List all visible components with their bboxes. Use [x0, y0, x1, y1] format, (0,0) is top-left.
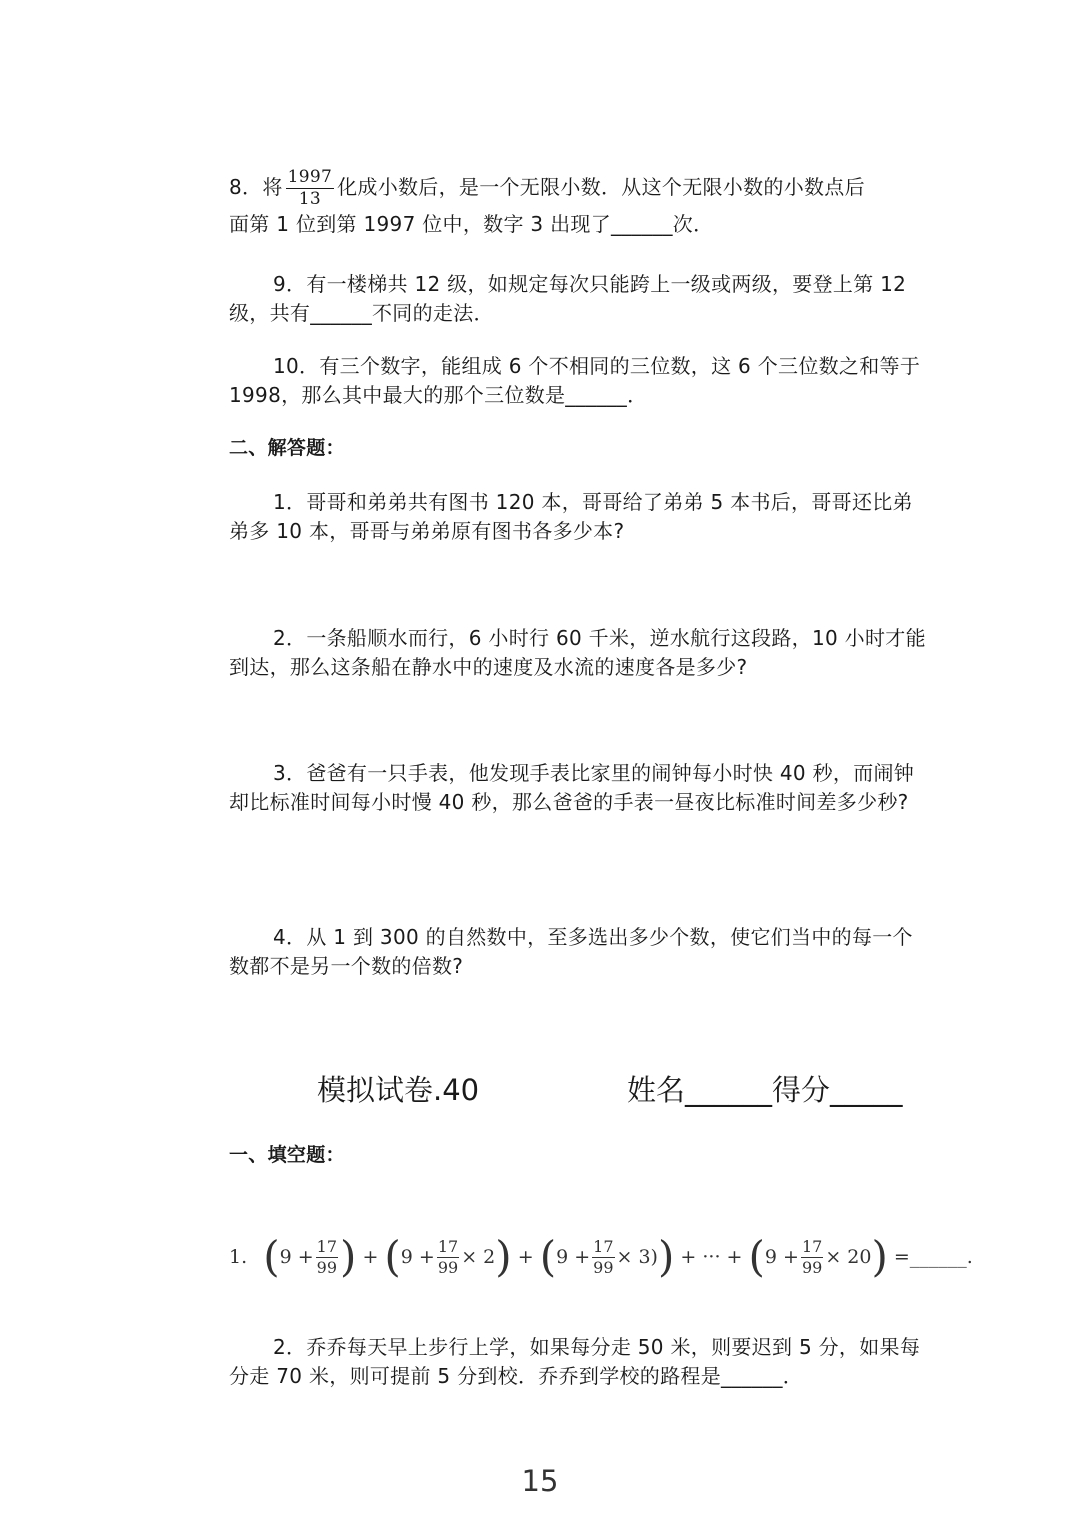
formula-fraction	[801, 1236, 823, 1277]
fraction-numerator: 1997	[287, 167, 333, 187]
formula-plus: +	[362, 1246, 379, 1268]
q8-line2-text: 面第 1 位到第 1997 位中，数字 3 出现了______次．	[229, 212, 714, 236]
fraction-numerator: 17	[437, 1236, 459, 1256]
formula-term: 9 +	[400, 1246, 435, 1268]
fraction-denominator: 99	[316, 1257, 337, 1277]
fraction-numerator: 17	[316, 1236, 337, 1256]
fraction-numerator: 17	[593, 1236, 614, 1256]
fraction-denominator: 99	[437, 1257, 459, 1277]
question-8	[229, 164, 929, 239]
formula-times: × 20	[825, 1246, 872, 1268]
fraction-denominator: 99	[593, 1257, 614, 1277]
formula-fraction	[592, 1236, 614, 1277]
fill-question-1-formula: 1. (9 + $\frac{17}{99}$ ) + (9 + $\frac{17}{99}$ × 2) + (9 + $\frac{17}{99}$ × 3)) + ··· + (9 + $\frac{17}{99}$ × 20) =______.	[229, 1232, 973, 1281]
fraction-denominator: 13	[298, 189, 321, 209]
a1-text: 1．哥哥和弟弟共有图书 120 本，哥哥给了弟弟 5 本书后，哥哥还比弟弟多 10 本，哥哥与弟弟原有图书各多少本?	[229, 490, 913, 543]
formula-times: × 2	[461, 1246, 496, 1268]
f2-text: 2．乔乔每天早上步行上学，如果每分走 50 米，则要迟到 5 分，如果每分走 70 米，则可提前 5 分到校．乔乔到学校的路程是______．	[229, 1335, 921, 1388]
exam-title: 模拟试卷.40	[317, 1073, 480, 1107]
answer-question-2	[229, 624, 929, 682]
formula-fraction	[316, 1236, 338, 1277]
exam-title-row	[317, 1068, 937, 1108]
formula-label: 1.	[229, 1246, 248, 1268]
q9-text: 9．有一楼梯共 12 级，如规定每次只能跨上一级或两级，要登上第 12 级，共有______不同的走法．	[229, 272, 907, 325]
section-2-heading: 二、解答题：	[229, 437, 345, 459]
formula-equals-blank: =______.	[893, 1246, 973, 1268]
question-10	[229, 352, 929, 410]
formula-times: × 3)	[616, 1246, 658, 1268]
a3-text: 3．爸爸有一只手表，他发现手表比家里的闹钟每小时快 40 秒，而闹钟却比标准时间每小时慢 40 秒，那么爸爸的手表一昼夜比标准时间差多少秒?	[229, 761, 915, 814]
name-score-label: 姓名______得分_____	[627, 1073, 903, 1107]
answer-question-4	[229, 923, 929, 981]
fill-question-2	[229, 1333, 929, 1391]
page-number: 15	[521, 1464, 559, 1498]
section-1-heading: 一、填空题：	[229, 1144, 345, 1166]
a4-text: 4．从 1 到 300 的自然数中，至多选出多少个数，使它们当中的每一个数都不是另一个数的倍数?	[229, 925, 913, 978]
formula-plus: +	[517, 1246, 534, 1268]
formula-term: 9 +	[764, 1246, 799, 1268]
q8-prefix: 8．将	[229, 175, 283, 199]
formula-term: 9 +	[556, 1246, 591, 1268]
formula-term: 9 +	[279, 1246, 314, 1268]
formula-ellipsis: + ··· +	[680, 1246, 743, 1268]
formula-fraction	[437, 1236, 459, 1277]
fraction-1997-13	[286, 169, 334, 208]
q10-text: 10．有三个数字，能组成 6 个不相同的三位数，这 6 个三位数之和等于 1998，那么其中最大的那个三位数是______．	[229, 354, 921, 407]
fraction-denominator: 99	[801, 1257, 823, 1277]
question-9	[229, 270, 929, 328]
a2-text: 2．一条船顺水而行，6 小时行 60 千米，逆水航行这段路，10 小时才能到达，那么这条船在静水中的速度及水流的速度各是多少?	[229, 626, 926, 679]
fraction-numerator: 17	[801, 1236, 823, 1256]
q8-line1-text: 化成小数后，是一个无限小数．从这个无限小数的小数点后	[337, 175, 865, 199]
answer-question-1	[229, 488, 929, 546]
answer-question-3	[229, 759, 929, 817]
